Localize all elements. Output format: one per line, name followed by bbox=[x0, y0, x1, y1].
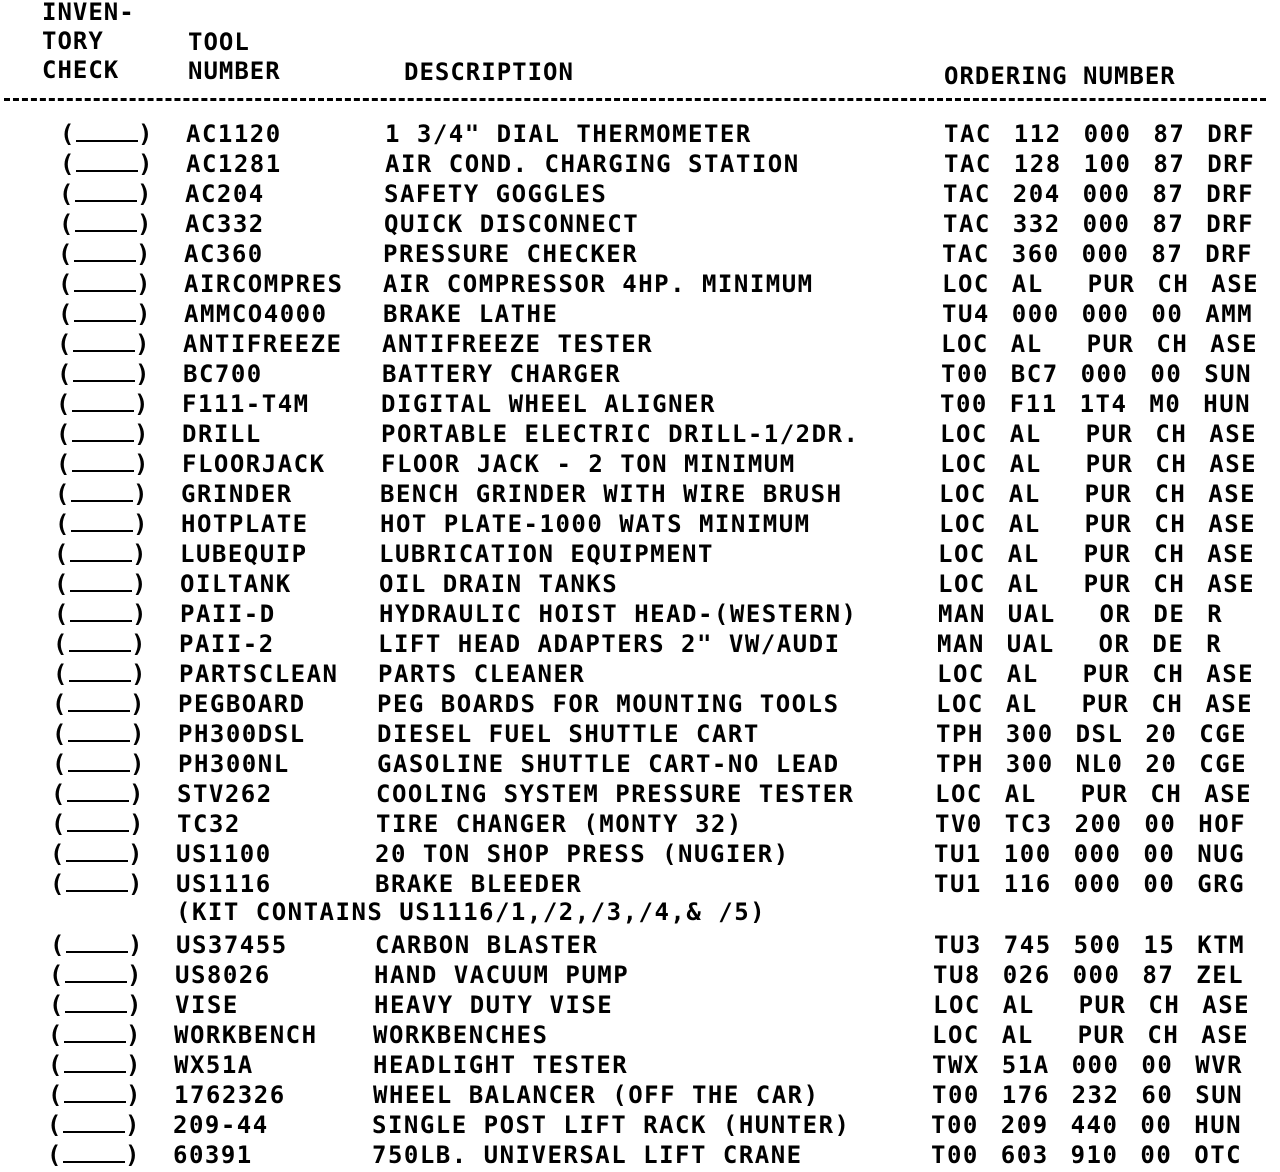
tool-description: HEADLIGHT TESTER bbox=[373, 1051, 629, 1079]
tool-number: FLOORJACK bbox=[182, 450, 326, 478]
ordering-number: LOC AL PUR CH ASE bbox=[932, 1021, 1250, 1049]
header-divider bbox=[4, 98, 1266, 101]
tool-number: PH300NL bbox=[178, 750, 290, 778]
ordering-number: TAC 112 000 87 DRF bbox=[944, 120, 1256, 148]
tool-number: TC32 bbox=[177, 810, 241, 838]
tool-number: AC332 bbox=[185, 210, 265, 238]
tool-description: AIR COMPRESSOR 4HP. MINIMUM bbox=[383, 270, 814, 298]
header-ordering-number: ORDERING NUMBER bbox=[944, 62, 1176, 90]
inventory-checkbox[interactable]: ( ) bbox=[58, 300, 152, 328]
tool-description: SINGLE POST LIFT RACK (HUNTER) bbox=[372, 1111, 851, 1139]
ordering-number: TWX 51A 000 00 WVR bbox=[932, 1051, 1244, 1079]
inventory-checkbox[interactable]: ( ) bbox=[49, 961, 143, 989]
inventory-checkbox[interactable]: ( ) bbox=[57, 330, 151, 358]
tool-number: AMMCO4000 bbox=[184, 300, 328, 328]
inventory-checkbox[interactable]: ( ) bbox=[59, 180, 153, 208]
tool-number: ANTIFREEZE bbox=[183, 330, 343, 358]
ordering-number: T00 603 910 00 OTC bbox=[931, 1141, 1243, 1169]
inventory-checkbox[interactable]: ( ) bbox=[54, 540, 148, 568]
inventory-checkbox[interactable]: ( ) bbox=[54, 600, 148, 628]
inventory-checkbox[interactable]: ( ) bbox=[51, 780, 145, 808]
tool-description: QUICK DISCONNECT bbox=[384, 210, 640, 238]
inventory-checkbox[interactable]: ( ) bbox=[56, 390, 150, 418]
tool-description: TIRE CHANGER (MONTY 32) bbox=[376, 810, 743, 838]
inventory-checkbox[interactable]: ( ) bbox=[55, 480, 149, 508]
ordering-number: LOC AL PUR CH ASE bbox=[941, 330, 1259, 358]
kit-note: (KIT CONTAINS US1116/1,/2,/3,/4,& /5) bbox=[176, 898, 767, 926]
tool-description: AIR COND. CHARGING STATION bbox=[385, 150, 800, 178]
tool-number: AC204 bbox=[185, 180, 265, 208]
tool-description: HYDRAULIC HOIST HEAD-(WESTERN) bbox=[379, 600, 858, 628]
tool-description: HOT PLATE-1000 WATS MINIMUM bbox=[380, 510, 811, 538]
inventory-checkbox[interactable]: ( ) bbox=[60, 150, 154, 178]
inventory-checkbox[interactable]: ( ) bbox=[56, 450, 150, 478]
tool-number: 60391 bbox=[173, 1141, 253, 1169]
tool-number: WORKBENCH bbox=[174, 1021, 318, 1049]
ordering-number: TPH 300 DSL 20 CGE bbox=[936, 720, 1248, 748]
ordering-number: LOC AL PUR CH ASE bbox=[936, 690, 1254, 718]
tool-description: BRAKE BLEEDER bbox=[375, 870, 583, 898]
tool-number: GRINDER bbox=[181, 480, 293, 508]
inventory-checkbox[interactable]: ( ) bbox=[53, 660, 147, 688]
tool-number: 1762326 bbox=[174, 1081, 286, 1109]
inventory-checkbox[interactable]: ( ) bbox=[53, 630, 147, 658]
tool-number: DRILL bbox=[182, 420, 262, 448]
tool-number: LUBEQUIP bbox=[180, 540, 308, 568]
tool-number: US8026 bbox=[175, 961, 271, 989]
tool-number: 209-44 bbox=[173, 1111, 269, 1139]
inventory-checkbox[interactable]: ( ) bbox=[51, 810, 145, 838]
tool-number: AC360 bbox=[184, 240, 264, 268]
inventory-checkbox[interactable]: ( ) bbox=[55, 510, 149, 538]
inventory-checkbox[interactable]: ( ) bbox=[58, 240, 152, 268]
ordering-number: TAC 204 000 87 DRF bbox=[943, 180, 1255, 208]
ordering-number: LOC AL PUR CH ASE bbox=[940, 450, 1258, 478]
tool-description: 1 3/4" DIAL THERMOMETER bbox=[385, 120, 752, 148]
ordering-number: T00 209 440 00 HUN bbox=[931, 1111, 1243, 1139]
tool-number: PAII-2 bbox=[179, 630, 275, 658]
ordering-number: TU4 000 000 00 AMM bbox=[942, 300, 1254, 328]
ordering-number: LOC AL PUR CH ASE bbox=[937, 660, 1255, 688]
header-tool-number: TOOL NUMBER bbox=[188, 28, 281, 85]
ordering-number: TU1 116 000 00 GRG bbox=[934, 870, 1246, 898]
tool-description: PRESSURE CHECKER bbox=[383, 240, 639, 268]
ordering-number: TAC 332 000 87 DRF bbox=[943, 210, 1255, 238]
tool-number: WX51A bbox=[174, 1051, 254, 1079]
ordering-number: MAN UAL OR DE R bbox=[937, 630, 1223, 658]
tool-number: AIRCOMPRES bbox=[184, 270, 344, 298]
tool-description: SAFETY GOGGLES bbox=[384, 180, 608, 208]
ordering-number: MAN UAL OR DE R bbox=[938, 600, 1224, 628]
tool-number: F111-T4M bbox=[182, 390, 310, 418]
tool-number: STV262 bbox=[177, 780, 273, 808]
ordering-number: TU3 745 500 15 KTM bbox=[934, 931, 1246, 959]
ordering-number: LOC AL PUR CH ASE bbox=[939, 510, 1257, 538]
inventory-checkbox[interactable]: ( ) bbox=[52, 690, 146, 718]
tool-number: PARTSCLEAN bbox=[179, 660, 339, 688]
ordering-number: TAC 360 000 87 DRF bbox=[942, 240, 1254, 268]
tool-number: AC1120 bbox=[186, 120, 282, 148]
tool-description: FLOOR JACK - 2 TON MINIMUM bbox=[381, 450, 796, 478]
inventory-checkbox[interactable]: ( ) bbox=[50, 931, 144, 959]
tool-description: 750LB. UNIVERSAL LIFT CRANE bbox=[372, 1141, 803, 1169]
tool-description: DIESEL FUEL SHUTTLE CART bbox=[377, 720, 760, 748]
tool-description: PEG BOARDS FOR MOUNTING TOOLS bbox=[377, 690, 840, 718]
tool-description: PORTABLE ELECTRIC DRILL-1/2DR. bbox=[381, 420, 860, 448]
inventory-checkbox[interactable]: ( ) bbox=[48, 1051, 142, 1079]
ordering-number: TU8 026 000 87 ZEL bbox=[933, 961, 1245, 989]
inventory-checkbox[interactable]: ( ) bbox=[48, 1081, 142, 1109]
tool-description: WORKBENCHES bbox=[373, 1021, 549, 1049]
ordering-number: TU1 100 000 00 NUG bbox=[934, 840, 1246, 868]
ordering-number: T00 BC7 000 00 SUN bbox=[941, 360, 1253, 388]
ordering-number: TAC 128 100 87 DRF bbox=[944, 150, 1256, 178]
tool-number: PH300DSL bbox=[178, 720, 306, 748]
tool-description: COOLING SYSTEM PRESSURE TESTER bbox=[376, 780, 855, 808]
ordering-number: T00 176 232 60 SUN bbox=[932, 1081, 1244, 1109]
tool-description: DIGITAL WHEEL ALIGNER bbox=[381, 390, 716, 418]
inventory-checkbox[interactable]: ( ) bbox=[47, 1141, 141, 1169]
inventory-checkbox[interactable]: ( ) bbox=[47, 1111, 141, 1139]
tool-description: LUBRICATION EQUIPMENT bbox=[379, 540, 714, 568]
tool-description: CARBON BLASTER bbox=[375, 931, 599, 959]
tool-number: HOTPLATE bbox=[181, 510, 309, 538]
inventory-checkbox[interactable]: ( ) bbox=[52, 720, 146, 748]
tool-description: HAND VACUUM PUMP bbox=[374, 961, 630, 989]
ordering-number: LOC AL PUR CH ASE bbox=[938, 540, 1256, 568]
tool-description: GASOLINE SHUTTLE CART-NO LEAD bbox=[377, 750, 840, 778]
ordering-number: TV0 TC3 200 00 HOF bbox=[935, 810, 1247, 838]
ordering-number: LOC AL PUR CH ASE bbox=[942, 270, 1260, 298]
tool-description: OIL DRAIN TANKS bbox=[379, 570, 619, 598]
tool-number: PEGBOARD bbox=[178, 690, 306, 718]
inventory-checkbox[interactable]: ( ) bbox=[49, 991, 143, 1019]
ordering-number: LOC AL PUR CH ASE bbox=[933, 991, 1251, 1019]
ordering-number: LOC AL PUR CH ASE bbox=[939, 480, 1257, 508]
tool-description: LIFT HEAD ADAPTERS 2" VW/AUDI bbox=[378, 630, 841, 658]
ordering-number: LOC AL PUR CH ASE bbox=[940, 420, 1258, 448]
ordering-number: TPH 300 NL0 20 CGE bbox=[936, 750, 1248, 778]
tool-description: HEAVY DUTY VISE bbox=[374, 991, 614, 1019]
tool-description: 20 TON SHOP PRESS (NUGIER) bbox=[375, 840, 790, 868]
tool-number: US1116 bbox=[176, 870, 272, 898]
inventory-checkbox[interactable]: ( ) bbox=[52, 750, 146, 778]
inventory-checkbox[interactable]: ( ) bbox=[50, 840, 144, 868]
tool-number: PAII-D bbox=[180, 600, 276, 628]
inventory-checkbox[interactable]: ( ) bbox=[60, 120, 154, 148]
tool-description: ANTIFREEZE TESTER bbox=[382, 330, 654, 358]
tool-description: BATTERY CHARGER bbox=[382, 360, 622, 388]
tool-number: OILTANK bbox=[180, 570, 292, 598]
inventory-checkbox[interactable]: ( ) bbox=[54, 570, 148, 598]
tool-number: VISE bbox=[175, 991, 239, 1019]
tool-description: BRAKE LATHE bbox=[383, 300, 559, 328]
ordering-number: T00 F11 1T4 M0 HUN bbox=[940, 390, 1252, 418]
tool-number: AC1281 bbox=[186, 150, 282, 178]
tool-description: WHEEL BALANCER (OFF THE CAR) bbox=[373, 1081, 820, 1109]
inventory-checkbox[interactable]: ( ) bbox=[56, 420, 150, 448]
tool-description: PARTS CLEANER bbox=[378, 660, 586, 688]
ordering-number: LOC AL PUR CH ASE bbox=[935, 780, 1253, 808]
tool-description: BENCH GRINDER WITH WIRE BRUSH bbox=[380, 480, 843, 508]
inventory-checkbox[interactable]: ( ) bbox=[48, 1021, 142, 1049]
header-description: DESCRIPTION bbox=[404, 58, 574, 86]
header-inventory-check: INVEN- TORY CHECK bbox=[42, 0, 135, 84]
inventory-checkbox[interactable]: ( ) bbox=[58, 270, 152, 298]
tool-number: US1100 bbox=[176, 840, 272, 868]
tool-number: BC700 bbox=[183, 360, 263, 388]
tool-number: US37455 bbox=[176, 931, 288, 959]
inventory-checkbox[interactable]: ( ) bbox=[59, 210, 153, 238]
inventory-checkbox[interactable]: ( ) bbox=[57, 360, 151, 388]
ordering-number: LOC AL PUR CH ASE bbox=[938, 570, 1256, 598]
inventory-checkbox[interactable]: ( ) bbox=[50, 870, 144, 898]
